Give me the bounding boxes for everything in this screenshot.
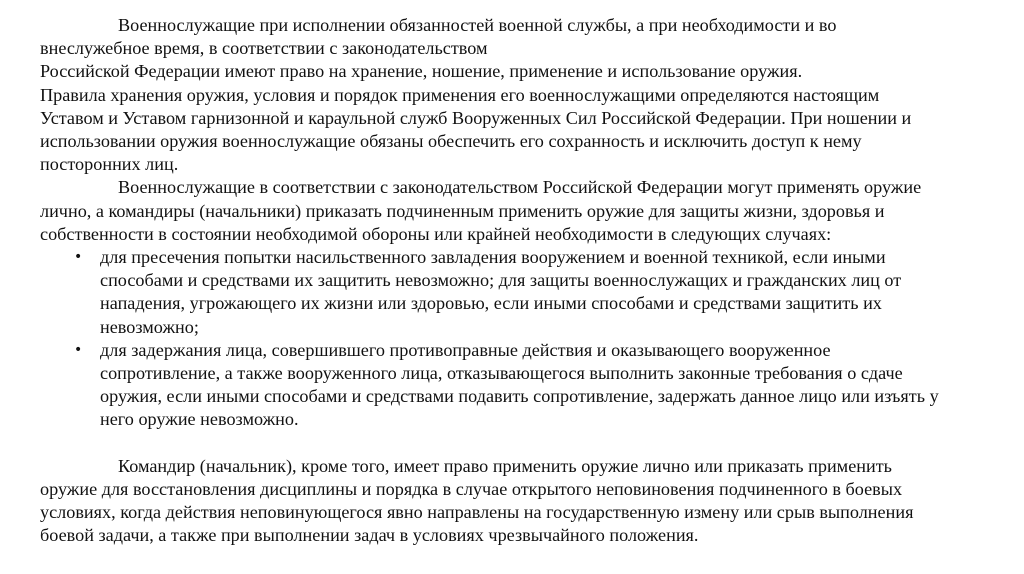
text-line: для задержания лица, совершившего противоправные действия и оказывающего вооруженное xyxy=(100,339,831,360)
paragraph-weapon-rights xyxy=(40,14,998,176)
text-line: Военнослужащие при исполнении обязанностей военной службы, а при необходимости и во xyxy=(118,15,837,35)
text-line: условиях, когда действия неповинующегося явно направлены на государственную измену или срыв выполнения xyxy=(40,502,914,523)
text-line: оружия, если иными способами и средствами подавить сопротивление, задержать данное лицо или изъять у xyxy=(100,386,939,407)
bullet-icon: • xyxy=(74,341,83,358)
paragraph-use-cases-intro xyxy=(40,176,998,246)
text-line: Правила хранения оружия, условия и порядок применения его военнослужащими определяются настоящим xyxy=(40,84,880,105)
text-line: оружие для восстановления дисциплины и порядка в случае открытого неповиновения подчиненного в боевых xyxy=(40,479,903,500)
text-line: для пресечения попытки насильственного завладения вооружением и военной техникой, если иными xyxy=(100,247,886,268)
text-line: использовании оружия военнослужащие обязаны обеспечить его сохранность и исключить доступ к нему xyxy=(40,131,862,152)
text-line: него оружие невозможно. xyxy=(100,409,299,430)
text-line: Российской Федерации имеют право на хранение, ношение, применение и использование оружия. xyxy=(40,61,803,82)
text-line: способами и средствами их защитить невозможно; для защиты военнослужащих и гражданских лиц от xyxy=(100,270,902,291)
text-line: Уставом и Уставом гарнизонной и караульной служб Вооруженных Сил Российской Федерации. При ношении и xyxy=(40,107,912,128)
paragraph-commander-rights xyxy=(40,455,998,548)
text-line: собственности в состоянии необходимой обороны или крайней необходимости в следующих случаях: xyxy=(40,223,832,244)
paragraph-spacer xyxy=(40,432,998,455)
text-line: сопротивление, а также вооруженного лица, отказывающегося выполнить законные требования о сдаче xyxy=(100,363,903,384)
text-line: посторонних лиц. xyxy=(40,154,179,175)
text-line: боевой задачи, а также при выполнении задач в условиях чрезвычайного положения. xyxy=(40,525,699,546)
text-line: невозможно; xyxy=(100,316,199,337)
use-cases-list xyxy=(40,246,998,432)
text-line: нападения, угрожающего их жизни или здоровью, если иными способами и средствами защитить их xyxy=(100,293,882,314)
list-item xyxy=(40,339,998,432)
text-line: лично, а командиры (начальники) приказать подчиненным применить оружие для защиты жизни, здоровья и xyxy=(40,200,885,221)
text-line: внеслужебное время, в соответствии с законодательством xyxy=(40,38,488,59)
text-line: Военнослужащие в соответствии с законодательством Российской Федерации могут применять оружие xyxy=(118,177,922,198)
list-item xyxy=(40,246,998,339)
document-page xyxy=(40,14,998,548)
bullet-icon: • xyxy=(74,249,83,266)
text-line: Командир (начальник), кроме того, имеет право применить оружие лично или приказать применить xyxy=(118,455,892,476)
